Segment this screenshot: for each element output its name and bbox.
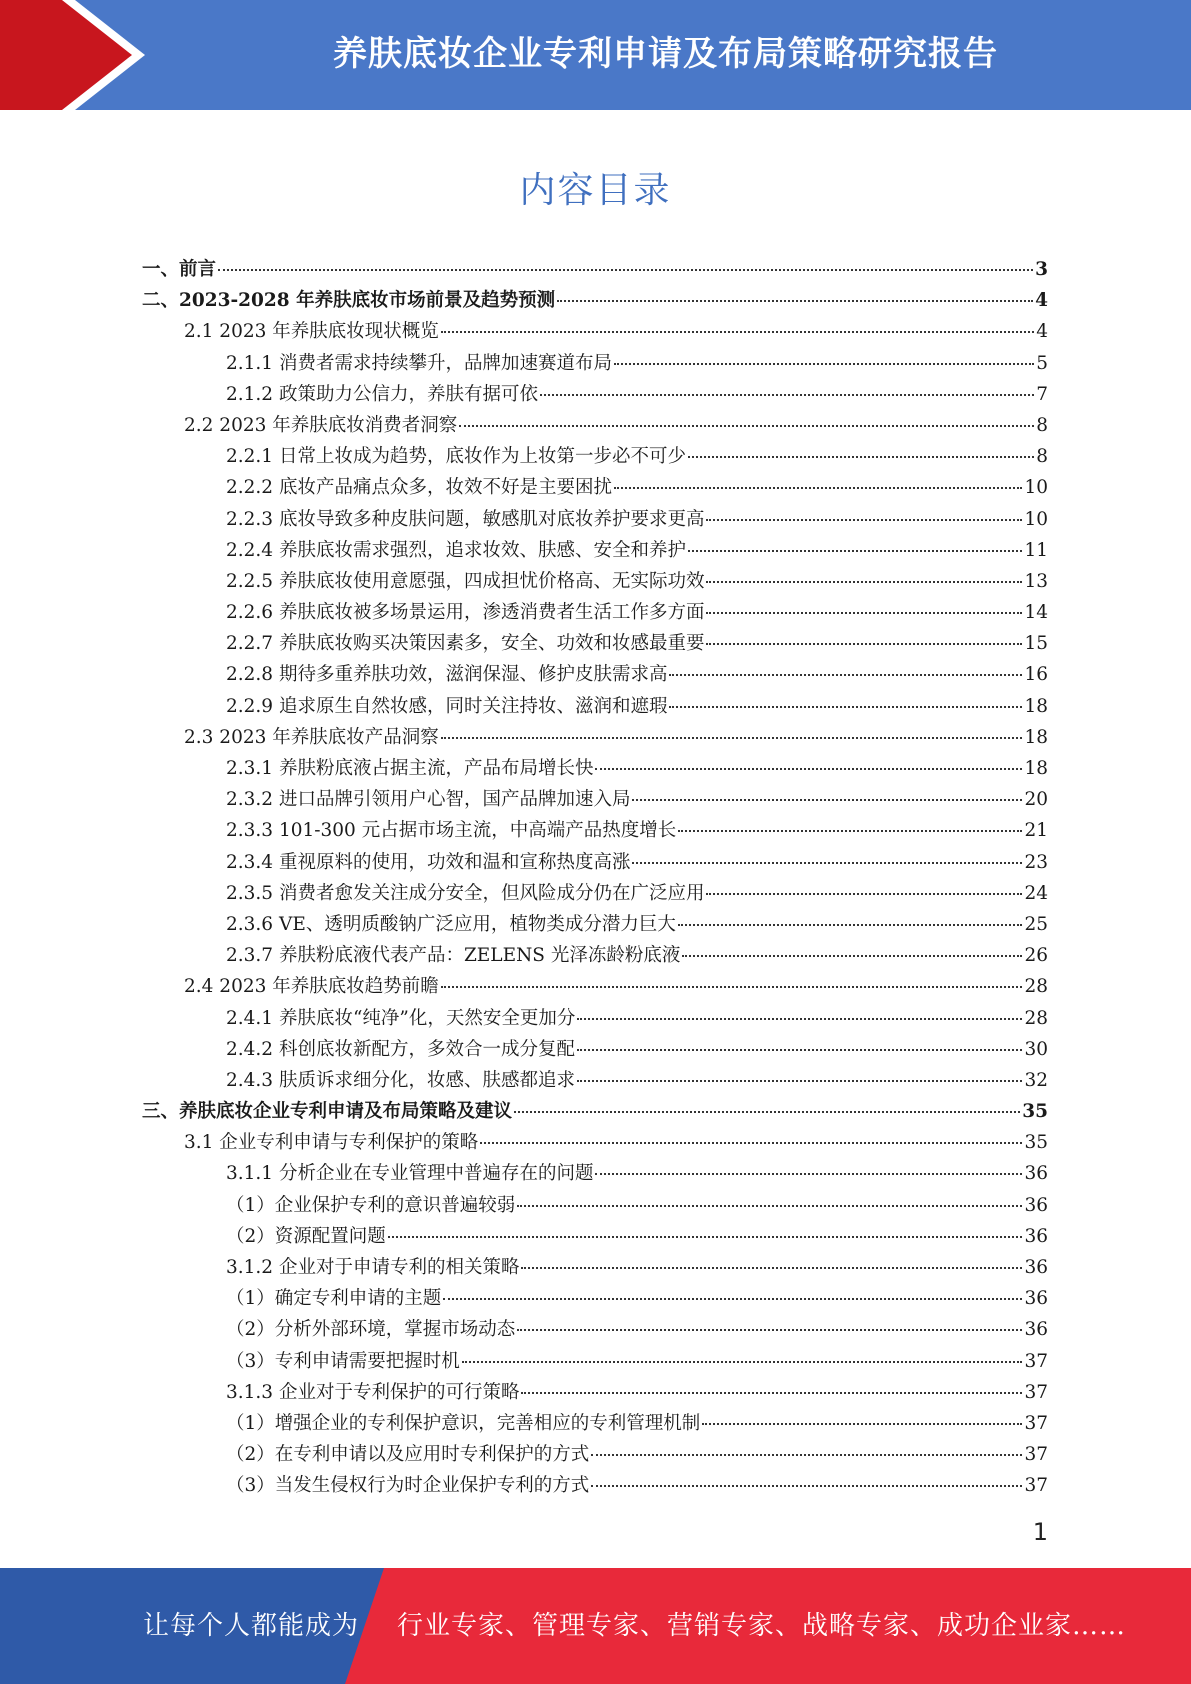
toc-entry[interactable] <box>142 1127 1048 1158</box>
toc-entry-label: （2）分析外部环境，掌握市场动态 <box>226 1319 516 1341</box>
toc-entry-page: 16 <box>1024 664 1048 686</box>
toc-entry-page: 21 <box>1024 820 1048 842</box>
toc-dot-leader <box>517 1205 1022 1207</box>
toc-entry-page: 36 <box>1024 1163 1048 1185</box>
toc-entry-label: 三、养肤底妆企业专利申请及布局策略及建议 <box>142 1101 513 1123</box>
toc-entry-page: 25 <box>1024 913 1048 935</box>
toc-entry-page: 20 <box>1024 789 1048 811</box>
toc-entry-page: 35 <box>1024 1132 1048 1154</box>
toc-dot-leader <box>678 830 1022 832</box>
toc-entry[interactable] <box>142 878 1048 909</box>
toc-entry-page: 13 <box>1024 570 1048 592</box>
toc-entry[interactable] <box>142 316 1048 347</box>
toc-entry-label: 2.2.7 养肤底妆购买决策因素多，安全、功效和妆感最重要 <box>226 633 705 655</box>
toc-dot-leader <box>557 300 1033 302</box>
toc-entry-page: 36 <box>1024 1194 1048 1216</box>
toc-entry-page: 23 <box>1024 851 1048 873</box>
toc-entry-label: （1）企业保护专利的意识普遍较弱 <box>226 1194 516 1216</box>
toc-entry-label: 二、2023-2028 年养肤底妆市场前景及趋势预测 <box>142 290 556 312</box>
toc-entry[interactable] <box>142 441 1048 472</box>
toc-entry[interactable] <box>142 691 1048 722</box>
toc-entry-page: 7 <box>1036 383 1048 405</box>
toc-entry-label: （3）专利申请需要把握时机 <box>226 1350 460 1372</box>
toc-entry-page: 36 <box>1024 1288 1048 1310</box>
toc-entry[interactable] <box>142 1408 1048 1439</box>
toc-entry-label: 2.2.1 日常上妆成为趋势，底妆作为上妆第一步必不可少 <box>226 446 686 468</box>
toc-entry[interactable] <box>142 1252 1048 1283</box>
toc-entry[interactable] <box>142 815 1048 846</box>
page-number: 1 <box>1032 1518 1048 1546</box>
toc-entry[interactable] <box>142 1283 1048 1314</box>
toc-entry-label: 2.3.6 VE、透明质酸钠广泛应用，植物类成分潜力巨大 <box>226 913 676 935</box>
toc-entry-label: 2.4 2023 年养肤底妆趋势前瞻 <box>184 976 439 998</box>
toc-entry-label: 2.3.5 消费者愈发关注成分安全，但风险成分仍在广泛应用 <box>226 882 705 904</box>
toc-entry-label: 2.3.1 养肤粉底液占据主流，产品布局增长快 <box>226 758 594 779</box>
toc-dot-leader <box>632 799 1022 801</box>
toc-entry-page: 36 <box>1024 1257 1048 1278</box>
toc-entry[interactable] <box>142 1034 1048 1065</box>
toc-entry-page: 26 <box>1024 945 1048 967</box>
footer-slogan-right: 行业专家、管理专家、营销专家、战略专家、成功企业家…… <box>397 1611 1127 1641</box>
toc-entry-page: 10 <box>1024 508 1048 530</box>
toc-dot-leader <box>459 425 1034 427</box>
toc-entry-label: 2.2 2023 年养肤底妆消费者洞察 <box>184 414 458 436</box>
toc-entry[interactable] <box>142 472 1048 503</box>
toc-entry-page: 11 <box>1024 539 1048 561</box>
toc-entry-label: 一、前言 <box>142 259 217 280</box>
toc-entry-page: 35 <box>1022 1101 1048 1123</box>
toc-dot-leader <box>540 394 1034 396</box>
toc-entry-label: 2.4.2 科创底妆新配方，多效合一成分复配 <box>226 1038 575 1060</box>
footer-banner <box>0 1568 1191 1684</box>
toc-dot-leader <box>443 1298 1022 1300</box>
toc-entry[interactable] <box>142 659 1048 690</box>
toc-entry-label: 2.1 2023 年养肤底妆现状概览 <box>184 321 439 343</box>
toc-entry[interactable] <box>142 847 1048 878</box>
toc-entry-label: 2.3 2023 年养肤底妆产品洞察 <box>184 726 439 748</box>
toc-dot-leader <box>441 737 1023 739</box>
toc-entry-label: （2）资源配置问题 <box>226 1225 386 1247</box>
toc-entry-label: 3.1.2 企业对于申请专利的相关策略 <box>226 1257 520 1278</box>
toc-entry-page: 4 <box>1035 290 1048 312</box>
toc-entry-page: 8 <box>1036 446 1048 468</box>
toc-entry-label: 2.2.2 底妆产品痛点众多，妆效不好是主要困扰 <box>226 477 612 499</box>
toc-dot-leader <box>706 893 1022 895</box>
toc-dot-leader <box>678 924 1023 926</box>
toc-entry[interactable] <box>142 535 1048 566</box>
toc-entry-page: 4 <box>1036 321 1048 343</box>
toc-entry-page: 37 <box>1024 1350 1048 1372</box>
toc-entry-label: 2.1.1 消费者需求持续攀升，品牌加速赛道布局 <box>226 352 612 374</box>
toc-entry[interactable] <box>142 566 1048 597</box>
toc-entry-label: 3.1 企业专利申请与专利保护的策略 <box>184 1132 479 1154</box>
toc-entry-page: 5 <box>1036 352 1048 374</box>
toc-dot-leader <box>682 955 1022 957</box>
toc-entry[interactable] <box>142 1065 1048 1096</box>
toc-entry-label: 2.3.2 进口品牌引领用户心智，国产品牌加速入局 <box>226 789 631 811</box>
toc-entry-page: 28 <box>1024 976 1048 998</box>
toc-dot-leader <box>591 1454 1022 1456</box>
toc-entry-page: 15 <box>1024 633 1048 655</box>
toc-entry[interactable] <box>142 504 1048 535</box>
toc-dot-leader <box>688 456 1034 458</box>
toc-entry[interactable] <box>142 784 1048 815</box>
header-banner <box>0 0 1191 110</box>
toc-dot-leader <box>577 1018 1022 1020</box>
toc-dot-leader <box>632 862 1022 864</box>
toc-entry-label: 2.2.9 追求原生自然妆感，同时关注持妆、滋润和遮瑕 <box>226 695 668 717</box>
toc-dot-leader <box>480 1142 1022 1144</box>
toc-entry-label: 3.1.1 分析企业在专业管理中普遍存在的问题 <box>226 1163 594 1185</box>
toc-entry-label: 2.2.5 养肤底妆使用意愿强，四成担忧价格高、无实际功效 <box>226 570 705 592</box>
toc-entry-page: 18 <box>1024 758 1048 779</box>
toc-dot-leader <box>706 519 1022 521</box>
toc-entry-label: 2.4.1 养肤底妆“纯净”化，天然安全更加分 <box>226 1007 576 1029</box>
toc-entry[interactable] <box>142 940 1048 971</box>
toc-entry[interactable] <box>142 1470 1048 1501</box>
toc-entry-page: 36 <box>1024 1225 1048 1247</box>
toc-entry-page: 8 <box>1036 414 1048 436</box>
toc-entry-label: （1）增强企业的专利保护意识，完善相应的专利管理机制 <box>226 1412 701 1434</box>
toc-entry-page: 18 <box>1024 695 1048 717</box>
toc-dot-leader <box>218 269 1033 271</box>
toc-entry[interactable] <box>142 1314 1048 1345</box>
toc-dot-leader <box>669 706 1022 708</box>
toc-entry-page: 10 <box>1024 477 1048 499</box>
toc-entry-label: 2.3.3 101-300 元占据市场主流，中高端产品热度增长 <box>226 820 677 842</box>
toc-entry[interactable] <box>142 348 1048 379</box>
toc-entry[interactable] <box>142 1346 1048 1377</box>
toc-entry[interactable] <box>142 722 1048 753</box>
toc-dot-leader <box>388 1236 1023 1238</box>
toc-entry[interactable] <box>142 285 1048 316</box>
toc-dot-leader <box>595 1173 1022 1175</box>
toc-entry-page: 14 <box>1024 602 1048 624</box>
report-title: 养肤底妆企业专利申请及布局策略研究报告 <box>333 34 998 74</box>
toc-entry-page: 37 <box>1024 1444 1048 1466</box>
toc-dot-leader <box>706 612 1022 614</box>
table-of-contents <box>142 254 1048 1502</box>
toc-entry-label: 2.2.4 养肤底妆需求强烈，追求妆效、肤感、安全和养护 <box>226 539 686 561</box>
toc-entry[interactable] <box>142 1377 1048 1408</box>
toc-heading: 内容目录 <box>519 170 672 211</box>
toc-entry-label: 2.2.8 期待多重养肤功效，滋润保湿、修护皮肤需求高 <box>226 664 668 686</box>
toc-entry-page: 32 <box>1024 1069 1048 1091</box>
toc-entry-page: 3 <box>1035 259 1048 280</box>
toc-entry-label: 2.3.7 养肤粉底液代表产品：ZELENS 光泽冻龄粉底液 <box>226 945 681 967</box>
toc-entry[interactable] <box>142 254 1048 285</box>
header-arrow-icon <box>0 0 160 110</box>
toc-entry[interactable] <box>142 1003 1048 1034</box>
toc-dot-leader <box>577 1049 1022 1051</box>
toc-entry[interactable] <box>142 1221 1048 1252</box>
toc-dot-leader <box>688 550 1022 552</box>
toc-entry-page: 30 <box>1024 1038 1048 1060</box>
toc-entry-label: 2.1.2 政策助力公信力，养肤有据可依 <box>226 383 538 405</box>
toc-entry[interactable] <box>142 410 1048 441</box>
toc-entry-page: 36 <box>1024 1319 1048 1341</box>
toc-dot-leader <box>614 363 1034 365</box>
toc-entry[interactable] <box>142 1439 1048 1470</box>
toc-dot-leader <box>702 1423 1022 1425</box>
toc-dot-leader <box>517 1329 1022 1331</box>
toc-dot-leader <box>669 674 1022 676</box>
toc-entry-label: （1）确定专利申请的主题 <box>226 1288 442 1310</box>
toc-entry-page: 18 <box>1024 726 1048 748</box>
toc-entry-page: 28 <box>1024 1007 1048 1029</box>
toc-dot-leader <box>441 331 1034 333</box>
toc-dot-leader <box>706 581 1022 583</box>
toc-entry[interactable] <box>142 1158 1048 1189</box>
toc-dot-leader <box>441 986 1023 988</box>
toc-entry-label: （2）在专利申请以及应用时专利保护的方式 <box>226 1444 590 1466</box>
toc-dot-leader <box>614 487 1022 489</box>
toc-entry[interactable] <box>142 1190 1048 1221</box>
footer-slogan-left: 让每个人都能成为 <box>143 1611 360 1641</box>
toc-entry[interactable] <box>142 753 1048 784</box>
toc-entry[interactable] <box>142 909 1048 940</box>
toc-entry-label: 3.1.3 企业对于专利保护的可行策略 <box>226 1381 520 1403</box>
toc-entry-page: 37 <box>1024 1475 1048 1497</box>
toc-entry-label: 2.4.3 肤质诉求细分化，妆感、肤感都追求 <box>226 1069 575 1091</box>
toc-entry[interactable] <box>142 628 1048 659</box>
toc-dot-leader <box>514 1111 1020 1113</box>
toc-dot-leader <box>521 1392 1022 1394</box>
toc-entry[interactable] <box>142 1096 1048 1127</box>
toc-dot-leader <box>462 1361 1023 1363</box>
toc-entry-label: 2.3.4 重视原料的使用，功效和温和宣称热度高涨 <box>226 851 631 873</box>
toc-dot-leader <box>577 1080 1022 1082</box>
toc-entry-page: 37 <box>1024 1412 1048 1434</box>
toc-dot-leader <box>595 768 1022 770</box>
toc-entry-label: 2.2.3 底妆导致多种皮肤问题，敏感肌对底妆养护要求更高 <box>226 508 705 530</box>
toc-entry[interactable] <box>142 379 1048 410</box>
toc-dot-leader <box>591 1485 1022 1487</box>
toc-entry[interactable] <box>142 971 1048 1002</box>
toc-entry[interactable] <box>142 597 1048 628</box>
toc-dot-leader <box>521 1267 1022 1269</box>
toc-entry-page: 37 <box>1024 1381 1048 1403</box>
toc-dot-leader <box>706 643 1022 645</box>
toc-entry-label: 2.2.6 养肤底妆被多场景运用，渗透消费者生活工作多方面 <box>226 602 705 624</box>
toc-entry-label: （3）当发生侵权行为时企业保护专利的方式 <box>226 1475 590 1497</box>
toc-entry-page: 24 <box>1024 882 1048 904</box>
